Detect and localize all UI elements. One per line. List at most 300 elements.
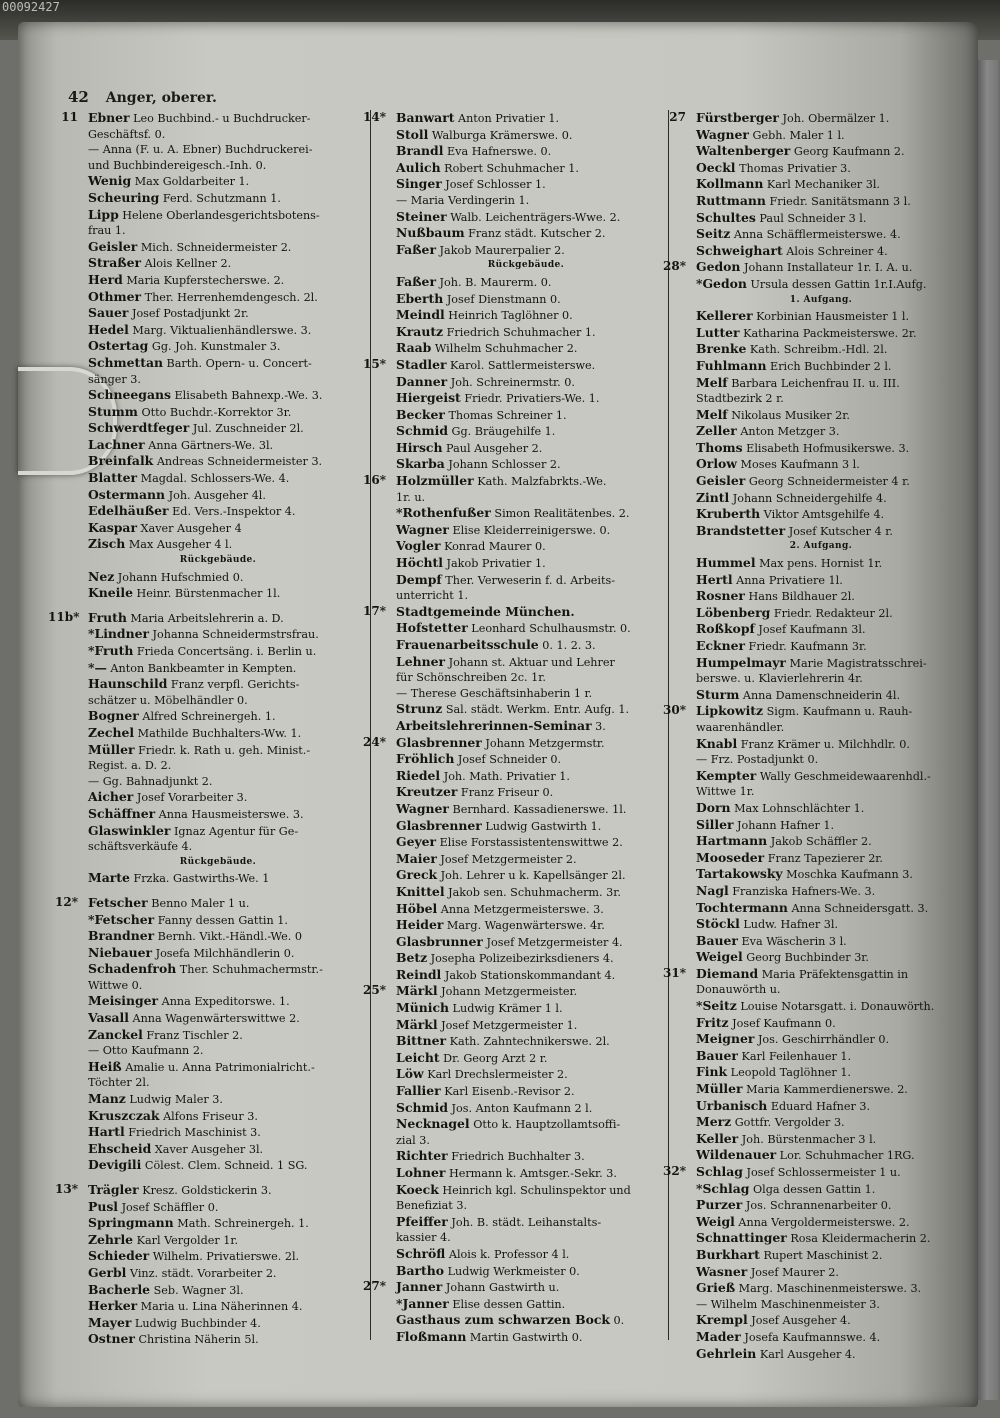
- resident-name: Müller: [696, 1081, 743, 1097]
- entry-details: Ther. Verweserin f. d. Arbeits-: [441, 573, 616, 587]
- entry-details: Frzka. Gastwirths-We. 1: [129, 872, 270, 886]
- directory-entry: [376, 1083, 676, 1100]
- resident-name: Löw: [396, 1066, 424, 1082]
- entry-details: Eva Hafnerswe. 0.: [443, 145, 552, 159]
- directory-entry: [676, 193, 966, 210]
- section-subheading: Rückgebäude.: [487, 260, 565, 271]
- directory-entry: [376, 538, 676, 555]
- directory-entry: [376, 490, 676, 506]
- resident-name: Wasner: [696, 1263, 748, 1279]
- resident-name: Pusl: [88, 1198, 119, 1214]
- entry-details: Erich Buchbinder 2 l.: [766, 359, 892, 373]
- resident-name: Raab: [396, 340, 432, 356]
- directory-entry: [68, 223, 368, 239]
- resident-name: Ostertag: [88, 338, 149, 354]
- resident-name: Waltenberger: [696, 143, 791, 159]
- directory-entry: [376, 423, 676, 440]
- directory-entry: [68, 322, 368, 339]
- directory-entry: [68, 725, 368, 742]
- directory-entry: [376, 1116, 676, 1133]
- resident-name: Kneile: [88, 585, 133, 601]
- resident-name: Oeckl: [696, 159, 736, 175]
- resident-name: Zanckel: [88, 1026, 143, 1042]
- resident-name: *—: [88, 659, 107, 675]
- directory-entry: [676, 982, 966, 998]
- directory-entry: [68, 1232, 368, 1249]
- house-number: 11: [61, 110, 78, 124]
- resident-name: *Fruth: [88, 643, 134, 658]
- entry-details: Johann Schlosser 2.: [444, 458, 561, 472]
- resident-name: Sauer: [88, 305, 129, 321]
- directory-entry: [376, 1033, 676, 1050]
- entry-details: Bernh. Vikt.-Händl.-We. 0: [154, 930, 302, 944]
- resident-name: Geisler: [88, 238, 138, 254]
- entry-details: Otto Buchdr.-Korrektor 3r.: [137, 405, 292, 419]
- house-number: 27: [669, 110, 686, 124]
- entry-details: Josef Schneider 0.: [454, 753, 562, 767]
- entry-details: Josef Schäffler 0.: [118, 1200, 219, 1214]
- directory-entry: [376, 620, 676, 637]
- entry-details: Frieda Concertsäng. i. Berlin u.: [133, 645, 317, 658]
- directory-entry: [68, 1027, 368, 1044]
- resident-name: Mooseder: [696, 849, 765, 865]
- resident-name: Fink: [696, 1064, 728, 1080]
- directory-entry: [676, 850, 966, 867]
- entry-details: Friedrich Maschinist 3.: [124, 1126, 261, 1140]
- resident-name: Zisch: [88, 536, 126, 552]
- entry-details: Robert Schuhmacher 1.: [440, 161, 579, 175]
- street-title: Anger, oberer.: [105, 90, 217, 106]
- directory-entry: [663, 1164, 966, 1181]
- entry-details: Olga dessen Gattin 1.: [749, 1182, 876, 1196]
- entry-details: Maria u. Lina Näherinnen 4.: [137, 1300, 303, 1314]
- resident-name: Vogler: [396, 538, 441, 554]
- directory-entry: [676, 998, 966, 1015]
- entry-details: Heinrich kgl. Schulinspektor und: [438, 1183, 631, 1197]
- entry-details: — Gg. Bahnadjunkt 2.: [88, 774, 213, 788]
- resident-name: Niebauer: [88, 944, 153, 960]
- resident-name: *Janner: [396, 1295, 449, 1311]
- resident-name: Becker: [396, 406, 445, 422]
- directory-entry: [376, 851, 676, 868]
- entry-details: Karl Feilenhauer 1.: [737, 1049, 852, 1063]
- resident-name: Stoll: [396, 126, 429, 142]
- entry-details: Joh. Bürstenmacher 3 l.: [738, 1132, 877, 1146]
- resident-name: Danner: [396, 373, 448, 389]
- directory-entry: [376, 390, 676, 407]
- resident-name: Lehner: [396, 653, 446, 669]
- house-number: 25*: [363, 983, 386, 998]
- directory-entry: [68, 1010, 368, 1027]
- entry-details: 0. 1. 2. 3.: [538, 639, 596, 652]
- directory-entry: [68, 1059, 368, 1076]
- directory-entry: [676, 1329, 966, 1346]
- entry-details: Xaver Ausgeher 4: [137, 521, 242, 535]
- directory-entry: [68, 643, 368, 660]
- entry-details: Josef Vorarbeiter 3.: [133, 791, 248, 805]
- entry-details: schäftsverkäufe 4.: [88, 840, 193, 854]
- house-number: 28*: [663, 259, 686, 274]
- entry-details: Alois Kellner 2.: [141, 257, 232, 271]
- resident-name: Bauer: [696, 1047, 738, 1063]
- entry-details: Moses Kaufmann 3 l.: [736, 458, 860, 472]
- entry-details: Christina Näherin 5l.: [134, 1333, 259, 1347]
- resident-name: Gedon: [696, 259, 741, 275]
- directory-entry: [676, 143, 966, 160]
- directory-entry: [376, 209, 676, 226]
- entry-details: Ludwig Krämer 1 l.: [449, 1002, 563, 1016]
- directory-entry: [68, 1075, 368, 1091]
- directory-entry: [676, 1015, 966, 1032]
- resident-name: Schmettan: [88, 354, 163, 370]
- entry-details: Johann st. Aktuar und Lehrer: [445, 655, 615, 669]
- entry-details: sänger 3.: [88, 372, 141, 386]
- directory-entry: [676, 1346, 966, 1363]
- resident-name: Trägler: [88, 1182, 139, 1197]
- directory-entry: [676, 916, 966, 933]
- directory-entry: [376, 588, 676, 604]
- resident-name: Müller: [88, 741, 135, 757]
- entry-details: Andreas Schneidermeister 3.: [153, 455, 323, 469]
- directory-entry: [376, 768, 676, 785]
- directory-entry: [68, 806, 368, 823]
- entry-details: Marg. Maschinenmeisterswe. 3.: [735, 1282, 922, 1296]
- entry-details: Gottfr. Vergolder 3.: [731, 1116, 845, 1130]
- resident-name: Thoms: [696, 439, 743, 455]
- entry-details: Gg. Joh. Kunstmaler 3.: [148, 340, 281, 354]
- directory-entry: [68, 1331, 368, 1348]
- entry-details: Joh. Obermälzer 1.: [778, 112, 890, 125]
- entry-details: Ludwig Werkmeister 0.: [444, 1264, 580, 1278]
- house-number: 11b*: [48, 609, 80, 624]
- directory-entry: [676, 1098, 966, 1115]
- resident-name: Lohner: [396, 1165, 446, 1180]
- resident-name: Ostermann: [88, 486, 166, 502]
- directory-entry: [68, 928, 368, 945]
- directory-entry: [676, 833, 966, 850]
- directory-entry: [68, 127, 368, 143]
- entry-details: Barbara Leichenfrau II. u. III.: [727, 376, 900, 390]
- resident-name: *Seitz: [696, 998, 737, 1014]
- directory-entry: [376, 1000, 676, 1017]
- directory-entry: [68, 173, 368, 190]
- entry-details: Ed. Vers.-Inspektor 4.: [168, 505, 296, 519]
- directory-entry: [376, 1246, 676, 1263]
- entry-details: Alfons Friseur 3.: [159, 1109, 258, 1123]
- directory-entry: [376, 834, 676, 851]
- directory-entry: [68, 1043, 368, 1059]
- directory-entry: [363, 356, 676, 374]
- entry-details: Viktor Amtsgehilfe 4.: [760, 508, 885, 522]
- entry-details: Karl Drechslermeister 2.: [423, 1068, 568, 1082]
- entry-details: Friedrich Schuhmacher 1.: [443, 325, 596, 339]
- directory-entry: [68, 693, 368, 709]
- section-subheading: 1. Aufgang.: [789, 294, 853, 305]
- resident-name: Nußbaum: [396, 225, 465, 241]
- directory-entry: [68, 569, 368, 586]
- entry-details: Max Goldarbeiter 1.: [131, 175, 250, 189]
- directory-entry: [376, 1198, 676, 1214]
- resident-name: Schröfl: [396, 1245, 446, 1261]
- directory-entry: [676, 588, 966, 605]
- resident-name: Tochtermann: [696, 899, 788, 915]
- entry-details: unterricht 1.: [396, 589, 468, 603]
- next-page-edge: [976, 60, 998, 1400]
- resident-name: Seitz: [696, 226, 731, 242]
- entry-details: Töchter 2l.: [88, 1076, 150, 1090]
- resident-name: Lachner: [88, 436, 145, 452]
- entry-details: waarenhändler.: [696, 720, 785, 734]
- resident-name: Herd: [88, 271, 123, 287]
- entry-details: Anna Damenschneiderin 4l.: [739, 688, 901, 702]
- directory-entry: [676, 736, 966, 753]
- directory-entry: [376, 522, 676, 539]
- entry-details: — Anna (F. u. A. Ebner) Buchdruckerei-: [88, 143, 313, 157]
- entry-details: Jul. Zuschneider 2l.: [189, 422, 304, 436]
- directory-entry: [68, 1298, 368, 1315]
- entry-details: Konrad Maurer 0.: [440, 540, 546, 554]
- directory-entry: [68, 338, 368, 355]
- directory-entry: [68, 255, 368, 272]
- directory-entry: [68, 1124, 368, 1141]
- directory-entry: [676, 605, 966, 622]
- entry-details: Franz verpfl. Gerichts-: [167, 678, 300, 692]
- resident-name: Banwart: [396, 110, 455, 125]
- resident-name: Dorn: [696, 799, 731, 815]
- entry-details: Joh. Math. Privatier 1.: [440, 769, 570, 783]
- resident-name: Hartl: [88, 1124, 125, 1140]
- resident-name: Diemand: [696, 965, 759, 981]
- directory-entry: [376, 718, 676, 735]
- entry-details: Josef Postadjunkt 2r.: [128, 307, 249, 321]
- entry-details: Ludwig Gastwirth 1.: [481, 819, 602, 833]
- resident-name: Brandstetter: [696, 522, 786, 538]
- resident-name: Hofstetter: [396, 620, 468, 636]
- entry-details: Max Ausgeher 4 l.: [125, 538, 233, 552]
- house-number: 27*: [363, 1279, 386, 1294]
- resident-name: Kaspar: [88, 519, 137, 535]
- entry-details: Josef Kaufmann 0.: [728, 1016, 836, 1030]
- resident-name: Weigel: [696, 949, 743, 965]
- entry-details: zial 3.: [396, 1133, 430, 1147]
- resident-name: Riedel: [396, 767, 441, 783]
- entry-details: Jakob sen. Schuhmacherm. 3r.: [444, 885, 621, 899]
- resident-name: Schäffner: [88, 805, 156, 821]
- resident-name: Ebner: [88, 110, 130, 125]
- entry-details: Ther. Schuhmachermstr.-: [176, 963, 323, 977]
- directory-entry: [376, 456, 676, 473]
- entry-details: Franz Friseur 0.: [457, 786, 554, 800]
- resident-name: *Schlag: [696, 1180, 750, 1196]
- resident-name: Zechel: [88, 724, 135, 740]
- entry-details: Geschäftsf. 0.: [88, 127, 166, 141]
- entry-details: Johann Schneidergehilfe 4.: [729, 491, 887, 505]
- resident-name: Arbeitslehrerinnen-Seminar: [396, 717, 592, 733]
- resident-name: Orlow: [696, 456, 737, 472]
- section-subheading: Rückgebäude.: [179, 555, 257, 566]
- entry-details: Nikolaus Musiker 2r.: [727, 408, 850, 422]
- page-header: [68, 88, 217, 106]
- directory-entry: [376, 967, 676, 984]
- directory-entry: [676, 1312, 966, 1329]
- entry-details: Walb. Leichenträgers-Wwe. 2.: [446, 210, 621, 224]
- resident-name: Faßer: [396, 241, 436, 257]
- resident-name: Schmid: [396, 1099, 448, 1115]
- entry-details: Friedr. k. Rath u. geh. Minist.-: [134, 743, 311, 757]
- entry-details: Ludwig Maler 3.: [125, 1093, 223, 1107]
- entry-details: Wilhelm. Privatierswe. 2l.: [149, 1250, 300, 1264]
- resident-name: Bogner: [88, 708, 139, 724]
- directory-entry: [363, 983, 676, 1000]
- resident-name: Wenig: [88, 173, 132, 189]
- directory-column-3: [663, 110, 966, 1362]
- section-subheading: 2. Aufgang.: [789, 541, 853, 552]
- resident-name: Othmer: [88, 288, 142, 304]
- entry-details: Ludw. Hafner 3l.: [739, 918, 839, 932]
- resident-name: Schnattinger: [696, 1230, 787, 1246]
- directory-entry: [376, 654, 676, 671]
- resident-name: Faßer: [396, 273, 436, 289]
- entry-details: Wittwe 1r.: [696, 785, 755, 799]
- directory-entry: [68, 1265, 368, 1282]
- entry-details: Gg. Bräugehilfe 1.: [447, 425, 556, 439]
- directory-entry: [68, 470, 368, 487]
- entry-details: Paul Schneider 3 l.: [755, 211, 867, 225]
- entry-details: Ther. Herrenhemdengesch. 2l.: [141, 290, 318, 304]
- house-number: 30*: [663, 703, 686, 718]
- directory-entry: [676, 1131, 966, 1148]
- directory-entry: [676, 1297, 966, 1313]
- entry-details: Johanna Schneidermstrsfrau.: [149, 628, 319, 642]
- entry-details: Josefa Milchhändlerin 0.: [152, 946, 295, 960]
- directory-entry: [376, 1100, 676, 1117]
- directory-entry: [68, 372, 368, 388]
- directory-entry: [376, 867, 676, 884]
- resident-name: Nez: [88, 568, 115, 584]
- directory-entry: [68, 1157, 368, 1174]
- resident-name: Meigner: [696, 1031, 755, 1047]
- entry-details: Sal. städt. Werkm. Entr. Aufg. 1.: [442, 703, 630, 717]
- directory-entry: [376, 751, 676, 768]
- directory-entry: [363, 110, 676, 127]
- directory-entry: [676, 160, 966, 177]
- directory-entry: [676, 375, 966, 392]
- directory-column-1: [48, 110, 368, 1348]
- resident-name: Edelhäußer: [88, 503, 169, 519]
- resident-name: Fallier: [396, 1083, 441, 1099]
- directory-entry: [68, 758, 368, 774]
- entry-details: Karl Eisenb.-Revisor 2.: [440, 1085, 575, 1099]
- entry-details: Josef Schlossermeister 1 u.: [742, 1166, 901, 1179]
- directory-entry: [676, 720, 966, 736]
- directory-entry: [68, 1282, 368, 1299]
- directory-entry: [68, 774, 368, 790]
- entry-details: Eva Wäscherin 3 l.: [737, 934, 847, 948]
- entry-details: Amalie u. Anna Patrimonialricht.-: [121, 1060, 315, 1074]
- resident-name: Schlag: [696, 1164, 743, 1179]
- resident-name: Humpelmayr: [696, 654, 786, 670]
- directory-entry: [376, 1017, 676, 1034]
- house-number: 24*: [363, 734, 386, 749]
- resident-name: Schmid: [396, 423, 448, 439]
- entry-details: Friedr. Sanitätsmann 3 l.: [765, 194, 911, 208]
- entry-details: kassier 4.: [396, 1231, 451, 1245]
- resident-name: Stumm: [88, 403, 138, 419]
- directory-entry: [676, 784, 966, 800]
- directory-entry: [68, 190, 368, 207]
- resident-name: Breinfalk: [88, 453, 154, 469]
- resident-name: Brenke: [696, 341, 747, 357]
- entry-details: Josef Ausgeher 4.: [747, 1314, 851, 1328]
- resident-name: *Fetscher: [88, 911, 155, 927]
- resident-name: Floßmann: [396, 1328, 467, 1344]
- resident-name: Melf: [696, 374, 728, 390]
- directory-entry: [676, 1114, 966, 1131]
- directory-entry: [663, 703, 966, 720]
- house-number: 15*: [363, 356, 386, 371]
- entry-details: Alfred Schreinergeh. 1.: [138, 710, 276, 724]
- resident-name: Glaswinkler: [88, 822, 171, 838]
- section-subheading: Rückgebäude.: [179, 856, 257, 867]
- directory-entry: [676, 391, 966, 407]
- entry-details: Joh. B. Maurerm. 0.: [435, 275, 552, 289]
- resident-name: Merz: [696, 1114, 732, 1130]
- entry-details: Hermann k. Amtsger.-Sekr. 3.: [445, 1167, 617, 1180]
- entry-details: Ferd. Schutzmann 1.: [159, 191, 281, 205]
- resident-name: Zehrle: [88, 1231, 134, 1247]
- directory-entry: [676, 933, 966, 950]
- entry-details: Anna Metzgermeisterswe. 3.: [437, 902, 604, 916]
- directory-entry: [376, 505, 676, 522]
- resident-name: Burkhart: [696, 1246, 760, 1262]
- directory-entry: [676, 440, 966, 457]
- entry-details: Elise Forstassistentenswittwe 2.: [436, 836, 623, 850]
- resident-name: Scheuring: [88, 189, 160, 205]
- entry-details: Bernhard. Kassadienerswe. 1l.: [448, 802, 627, 816]
- resident-name: Geisler: [696, 473, 746, 489]
- entry-details: Martin Gastwirth 0.: [466, 1330, 583, 1344]
- entry-details: Johann Hufschmied 0.: [114, 570, 244, 584]
- resident-name: *Gedon: [696, 275, 747, 291]
- resident-name: Necknagel: [396, 1116, 470, 1132]
- directory-entry: [676, 1147, 966, 1164]
- directory-entry: [376, 801, 676, 818]
- directory-entry: [676, 817, 966, 834]
- resident-name: Straßer: [88, 255, 142, 271]
- entry-details: Xaver Ausgeher 3l.: [151, 1142, 264, 1156]
- directory-entry: [676, 226, 966, 243]
- resident-name: Brandner: [88, 928, 155, 944]
- resident-name: Weigl: [696, 1213, 735, 1229]
- resident-name: Fröhlich: [396, 751, 455, 767]
- directory-entry: [676, 655, 966, 672]
- directory-entry: [676, 572, 966, 589]
- resident-name: Schneegans: [88, 387, 171, 403]
- directory-entry: [676, 1214, 966, 1231]
- directory-entry: [68, 870, 368, 887]
- directory-entry: [676, 800, 966, 817]
- resident-name: Krautz: [396, 323, 444, 339]
- directory-entry: [376, 1214, 676, 1231]
- directory-entry: [376, 572, 676, 589]
- entry-details: Josef Maurer 2.: [747, 1265, 839, 1279]
- directory-entry: [68, 789, 368, 806]
- entry-details: 0.: [609, 1314, 625, 1328]
- directory-entry: [676, 949, 966, 966]
- directory-entry: [68, 520, 368, 537]
- directory-entry: [676, 341, 966, 358]
- entry-details: Anton Privatier 1.: [454, 112, 560, 125]
